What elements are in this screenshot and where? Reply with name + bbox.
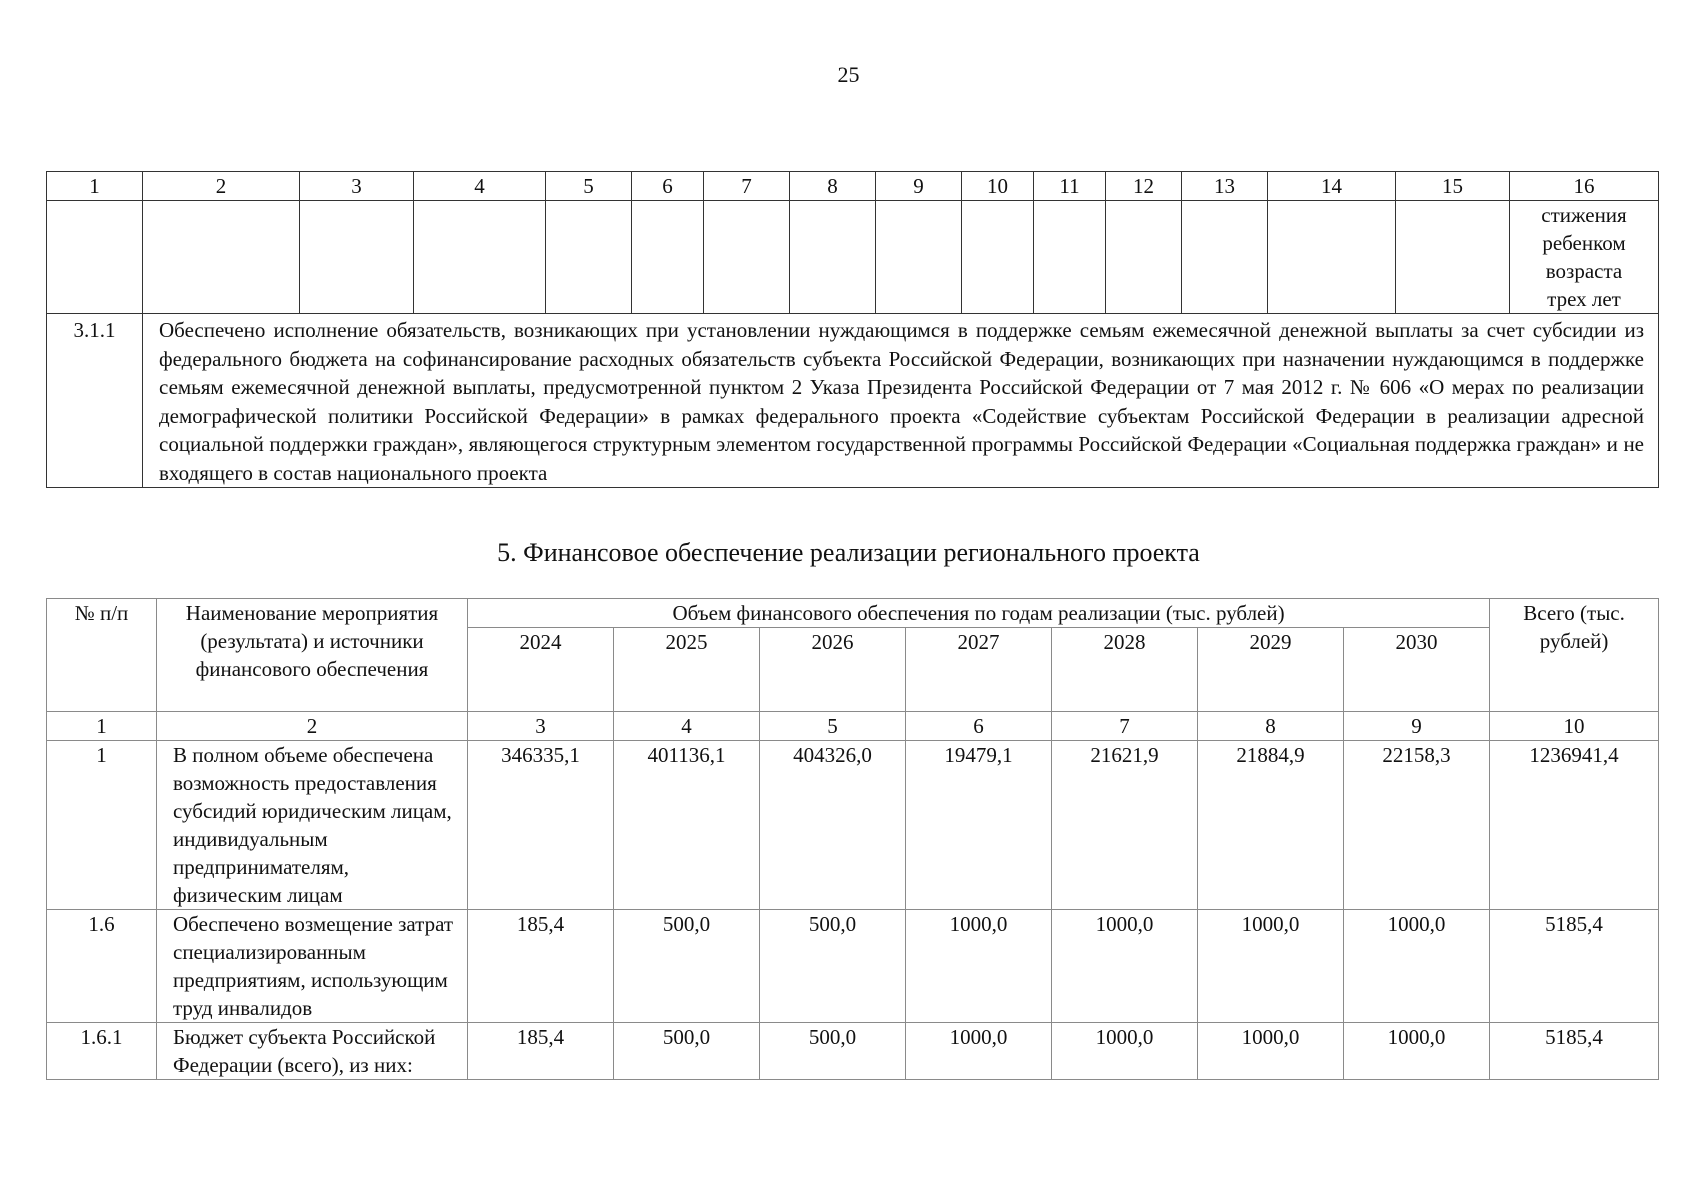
row-number: 1 [47,741,157,910]
value-cell: 1000,0 [906,1023,1052,1080]
volume-header: Объем финансового обеспечения по годам реализации (тыс. рублей) [468,599,1490,628]
column-number: 9 [1344,712,1490,741]
value-cell: 500,0 [760,910,906,1023]
value-cell: 404326,0 [760,741,906,910]
section-title: 5. Финансовое обеспечение реализации регионального проекта [497,538,1200,567]
empty-cell [1106,201,1182,314]
row-name: Обеспечено возмещение затрат специализированным предприятиям, использующим труд инвалидов [157,910,468,1023]
column-number: 8 [1198,712,1344,741]
year-header: 2025 [614,628,760,712]
column-number: 5 [546,172,632,201]
empty-cell [876,201,962,314]
column-number: 8 [790,172,876,201]
empty-cell [1268,201,1396,314]
column-number: 3 [300,172,414,201]
empty-cell [414,201,546,314]
empty-cell [632,201,704,314]
value-cell: 1000,0 [1344,1023,1490,1080]
column-number: 7 [704,172,790,201]
value-cell: 500,0 [760,1023,906,1080]
column-number: 10 [1490,712,1659,741]
empty-cell [962,201,1034,314]
column-number-row [47,712,1659,741]
column-number: 15 [1396,172,1510,201]
value-cell: 1000,0 [1052,910,1198,1023]
table-row [47,1023,1659,1080]
column-number: 4 [414,172,546,201]
finance-table [46,711,1659,1080]
column-number: 7 [1052,712,1198,741]
empty-cell [1034,201,1106,314]
value-cell: 401136,1 [614,741,760,910]
continued-text-line: ребенком [1542,231,1626,255]
column-number-row [47,172,1659,201]
empty-cell [1396,201,1510,314]
value-cell: 1000,0 [906,910,1052,1023]
year-header: 2024 [468,628,614,712]
continued-text-cell [1510,201,1659,314]
year-header: 2028 [1052,628,1198,712]
column-number: 2 [157,712,468,741]
value-cell: 21621,9 [1052,741,1198,910]
total-column-header: Всего (тыс. рублей) [1490,599,1659,712]
empty-cell [300,201,414,314]
total-cell: 5185,4 [1490,910,1659,1023]
column-number: 9 [876,172,962,201]
column-number: 6 [906,712,1052,741]
continued-text-line: стижения [1541,203,1627,227]
column-number: 6 [632,172,704,201]
continued-text-line: возраста [1545,259,1623,283]
column-number: 3 [468,712,614,741]
total-cell: 1236941,4 [1490,741,1659,910]
value-cell: 21884,9 [1198,741,1344,910]
total-cell: 5185,4 [1490,1023,1659,1080]
column-number: 16 [1510,172,1659,201]
value-cell: 1000,0 [1052,1023,1198,1080]
empty-cell [546,201,632,314]
column-number: 13 [1182,172,1268,201]
value-cell: 185,4 [468,910,614,1023]
row-description: Обеспечено исполнение обязательств, возникающих при установлении нуждающимся в поддержке семьям ежемесячной денежной выплаты за счет субсидии из федерального бюджета на софинансирование расходных обязательств субъекта Российской Федерации, возникающих при назначении нуждающимся в поддержке семьям ежемесячной денежной выплаты, предусмотренной пунктом 2 Указа Президента Российской Федерации от 7 мая 2012 г. № 606 «О мерах по реализации демографической политики Российской Федерации» в рамках федерального проекта «Содействие субъектам Российской Федерации в реализации адресной социальной поддержки граждан», являющегося структурным элементом государственной программы Российской Федерации «Социальная поддержка граждан» и не входящего в состав национального проекта [143,314,1659,488]
row-number: 1.6 [47,910,157,1023]
column-number: 2 [143,172,300,201]
value-cell: 1000,0 [1198,910,1344,1023]
value-cell: 1000,0 [1344,910,1490,1023]
year-header: 2030 [1344,628,1490,712]
row-name: В полном объеме обеспечена возможность предоставления субсидий юридическим лицам, индивидуальным предпринимателям, физическим лицам [157,741,468,910]
column-number: 4 [614,712,760,741]
row-number: 3.1.1 [47,314,143,488]
continuation-table [46,171,1659,488]
value-cell: 19479,1 [906,741,1052,910]
continuation-row [47,201,1659,314]
page-number: 25 [837,62,860,87]
empty-cell [47,201,143,314]
row-number: 1.6.1 [47,1023,157,1080]
year-header: 2029 [1198,628,1344,712]
row-name: Бюджет субъекта Российской Федерации (всего), из них: [157,1023,468,1080]
year-header: 2026 [760,628,906,712]
column-number: 12 [1106,172,1182,201]
column-number: 11 [1034,172,1106,201]
table-row [47,910,1659,1023]
column-number: 14 [1268,172,1396,201]
empty-cell [143,201,300,314]
value-cell: 185,4 [468,1023,614,1080]
number-column-header: № п/п [47,599,157,712]
value-cell: 500,0 [614,1023,760,1080]
column-number: 5 [760,712,906,741]
value-cell: 500,0 [614,910,760,1023]
column-number: 10 [962,172,1034,201]
finance-table-header [46,598,1659,712]
column-number: 1 [47,712,157,741]
value-cell: 346335,1 [468,741,614,910]
value-cell: 22158,3 [1344,741,1490,910]
continued-text-line: трех лет [1547,287,1621,311]
empty-cell [704,201,790,314]
table-row [47,314,1659,488]
name-column-header: Наименование мероприятия (результата) и источники финансового обеспечения [157,599,468,712]
value-cell: 1000,0 [1198,1023,1344,1080]
empty-cell [1182,201,1268,314]
table-row [47,741,1659,910]
empty-cell [790,201,876,314]
year-header: 2027 [906,628,1052,712]
column-number: 1 [47,172,143,201]
